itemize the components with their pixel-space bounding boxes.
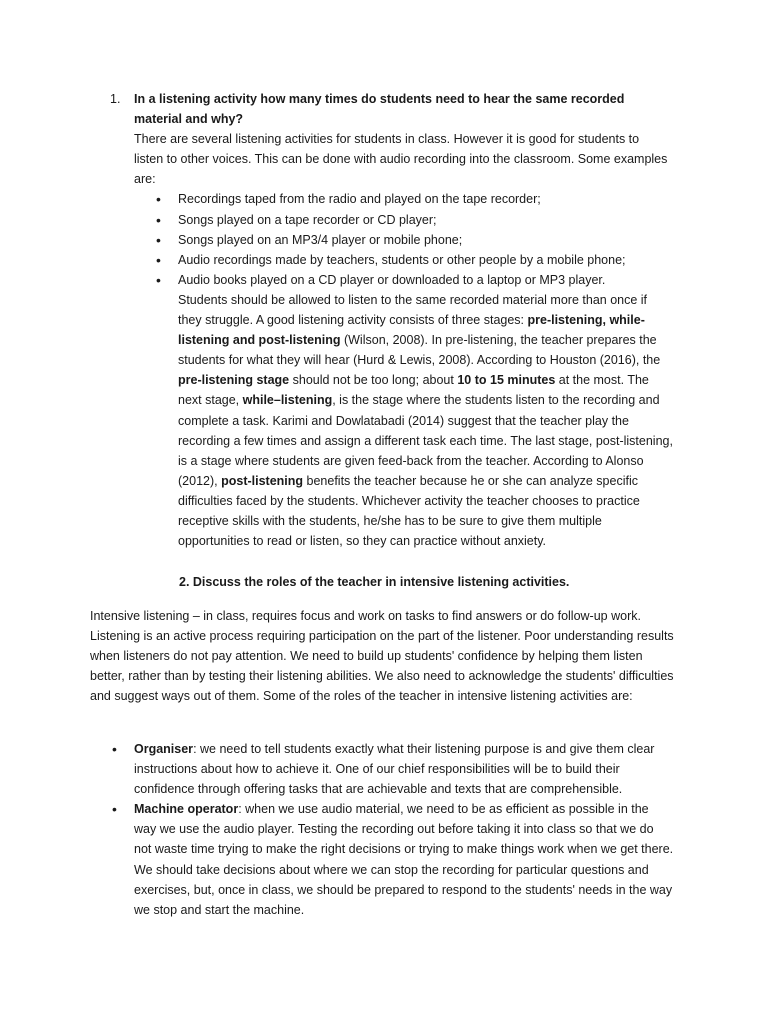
list-item: [156, 230, 673, 250]
bullet-icon: •: [156, 191, 161, 208]
list-item-text: Songs played on a tape recorder or CD player;: [178, 212, 437, 227]
question-1-body: [134, 89, 673, 551]
body-bold-text: 10 to 15 minutes: [457, 373, 556, 388]
body-bold-text: while–listening: [242, 393, 333, 408]
body-bold-text: pre-listening stage: [178, 373, 290, 388]
body-text: benefits the teacher because he or she can analyze specific difficulties faced by the students. Whichever activity the teacher chooses to practice receptive skills with the students, he/she has to be sure to give them multiple opportunities to read or listen, so they can practice without anxiety.: [178, 473, 640, 549]
body-text: should not be too long; about: [289, 373, 458, 388]
list-item: [156, 210, 673, 230]
role-term: Machine operator: [134, 802, 239, 817]
body-bold-text: post-listening: [221, 473, 304, 488]
bullet-icon: •: [156, 231, 161, 248]
list-item: [112, 799, 674, 920]
list-item: [112, 739, 674, 799]
body-text: (Wilson, 2008). In pre-listening, the teacher prepares the students for what they will hear (Hurd & Lewis, 2008). According to Houston (2016), the: [178, 333, 661, 368]
intensive-listening-paragraph: Intensive listening – in class, requires focus and work on tasks to find answers or do follow-up work. Listening is an active process requiring participation on the part of the listener. Poor understanding results when listeners do not pay attention. We need to build up students' confidence by helping them listen better, rather than by testing their listening abilities. We also need to acknowledge the students' difficulties and suggest ways out of them. Some of the roles of the teacher in intensive listening activities are:: [90, 609, 674, 704]
question-2-heading: 2. Discuss the roles of the teacher in intensive listening activities.: [179, 575, 570, 589]
list-item-text: Songs played on an MP3/4 player or mobile phone;: [178, 232, 463, 247]
teacher-roles-list: [112, 739, 674, 920]
body-text: Students should be allowed to listen to the same recorded material more than once if they struggle. A good listening activity consists of three stages:: [178, 292, 648, 328]
list-item: [156, 270, 673, 551]
list-item: [156, 189, 673, 209]
bullet-icon: •: [156, 271, 161, 288]
list-item: [156, 250, 673, 270]
list-item-text: Recordings taped from the radio and played on the tape recorder;: [178, 192, 541, 207]
bullet-icon: •: [156, 251, 161, 268]
listening-stages-paragraph: [178, 290, 673, 551]
role-description: : we need to tell students exactly what their listening purpose is and give them clear instructions about how to achieve it. One of our chief responsibilities will be to build their confidence through offering tasks that are achievable and texts that are comprehensible.: [134, 742, 655, 797]
question-1-title: In a listening activity how many times do students need to hear the same recorded material and why?: [134, 92, 625, 127]
body-bold-text: pre-listening, while-listening and post-listening: [178, 313, 645, 348]
body-text: at the most. The next stage,: [178, 373, 649, 408]
recording-examples-list: [156, 189, 673, 551]
question-1-intro: There are several listening activities for students in class. However it is good for students to listen to other voices. This can be done with audio recording into the classroom. Some examples are:: [134, 132, 668, 187]
list-item-text: Audio books played on a CD player or downloaded to a laptop or MP3 player.: [178, 272, 606, 287]
role-description: : when we use audio material, we need to be as efficient as possible in the way we use the audio player. Testing the recording out before taking it into class so that we do not waste time trying to make the right decisions or trying to make things work when we get there. We should take decisions about where we can stop the recording for particular questions and exercises, but, once in class, we should be prepared to respond to the students' needs in the way we stop and start the machine.: [134, 802, 674, 917]
question-1-number: 1.: [110, 92, 121, 106]
list-item-text: Audio recordings made by teachers, students or other people by a mobile phone;: [178, 252, 626, 267]
body-text: , is the stage where the students listen to the recording and complete a task. Karimi and Dowlatabadi (2014) suggest that the teacher play the recording a few times and assign a different task each time. The last stage, post-listening, is a stage where students are given feed-back from the teacher. According to Alonso (2012),: [178, 393, 673, 488]
bullet-icon: •: [112, 801, 117, 818]
bullet-icon: •: [112, 741, 117, 757]
role-term: Organiser: [134, 742, 194, 756]
bullet-icon: •: [156, 211, 161, 228]
